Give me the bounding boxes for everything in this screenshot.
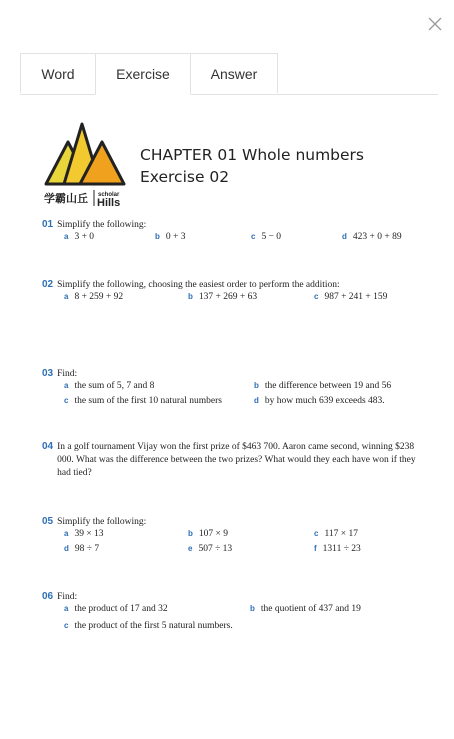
- tab-bar: [20, 53, 438, 95]
- answer-item: a the sum of 5, 7 and 8: [64, 381, 155, 391]
- tab-answer[interactable]: Answer: [190, 53, 278, 93]
- answer-item: b the difference between 19 and 56: [254, 381, 392, 391]
- question-number: 06: [42, 591, 54, 602]
- question-text: Find:: [57, 369, 78, 379]
- exercise-title: Exercise 02: [140, 168, 230, 186]
- answer-item: c the product of the first 5 natural numbers.: [64, 621, 233, 631]
- question-text: Simplify the following, choosing the easiest order to perform the addition:: [57, 280, 340, 290]
- logo-scholar-text: scholar: [98, 192, 120, 198]
- answer-item: b 0 + 3: [155, 232, 186, 242]
- answer-item: d 423 + 0 + 89: [342, 232, 402, 242]
- answer-item: a the product of 17 and 32: [64, 604, 168, 614]
- question-text: Simplify the following:: [57, 517, 147, 527]
- answer-item: d by how much 639 exceeds 483.: [254, 396, 385, 406]
- question-05: [42, 516, 432, 559]
- answer-item: a 8 + 259 + 92: [64, 292, 124, 302]
- answer-item: e 507 ÷ 13: [188, 544, 233, 554]
- answer-item: c 5 − 0: [251, 232, 282, 242]
- answer-item: a 39 × 13: [64, 529, 104, 539]
- answer-item: f 1311 ÷ 23: [314, 544, 361, 554]
- chapter-title: CHAPTER 01 Whole numbers: [140, 146, 365, 164]
- tab-word[interactable]: Word: [20, 53, 96, 93]
- question-01: [42, 219, 432, 247]
- answer-item: c the sum of the first 10 natural numbers: [64, 396, 222, 406]
- scholar-hills-logo: [42, 116, 128, 208]
- question-04: [42, 441, 432, 480]
- answer-item: b the quotient of 437 and 19: [250, 604, 361, 614]
- question-text: In a golf tournament Vijay won the first prize of $463 700. Aaron came second, winning $238 000. What was the difference between the two prizes? What would they each have won if they had tied?: [57, 442, 416, 478]
- question-06: [42, 591, 432, 636]
- question-number: 01: [42, 219, 54, 230]
- question-number: 02: [42, 279, 54, 290]
- answer-item: c 987 + 241 + 159: [314, 292, 388, 302]
- question-number: 05: [42, 516, 54, 527]
- question-02: [42, 279, 432, 307]
- question-number: 04: [42, 441, 54, 452]
- answer-item: a 3 + 0: [64, 232, 95, 242]
- logo-hills-text: Hills: [97, 197, 121, 208]
- answer-item: d 98 ÷ 7: [64, 544, 100, 554]
- question-03: [42, 368, 432, 411]
- close-icon[interactable]: [427, 16, 443, 32]
- logo-chinese-text: 学霸山丘: [44, 192, 88, 205]
- question-text: Find:: [57, 592, 78, 602]
- answer-item: c 117 × 17: [314, 529, 358, 539]
- question-number: 03: [42, 368, 54, 379]
- answer-item: b 107 × 9: [188, 529, 228, 539]
- question-text: Simplify the following:: [57, 220, 147, 230]
- tab-exercise[interactable]: Exercise: [95, 53, 191, 95]
- answer-item: b 137 + 269 + 63: [188, 292, 258, 302]
